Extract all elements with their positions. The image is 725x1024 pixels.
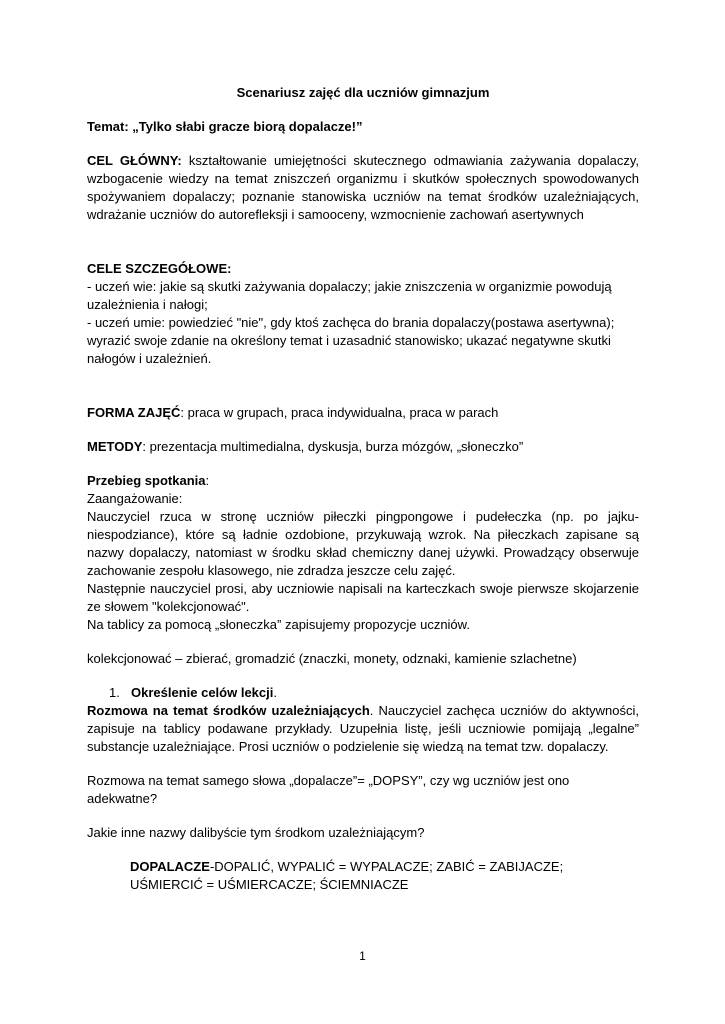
numbered-item-content bbox=[131, 684, 277, 702]
engagement-paragraph: Nauczyciel rzuca w stronę uczniów piłeczki pingpongowe i pudełeczka (np. po jajku-niespodziance), które są ładnie ozdobione, przykuwają wzrok. Na piłeczkach zapisane są nazwy dopalaczy, natomiast w środku skład chemiczny danej używki. Prowadzący obserwuje zachowanie zespołu klasowego, nie zdradza jeszcze celu zajęć. bbox=[87, 509, 639, 578]
dopalacze-bold: DOPALACZE bbox=[130, 859, 210, 874]
numbered-item-text: Określenie celów lekcji bbox=[131, 685, 274, 700]
collect-definition: kolekcjonować – zbierać, gromadzić (znaczki, monety, odznaki, kamienie szlachetne) bbox=[87, 651, 577, 666]
meeting-course-colon: : bbox=[205, 473, 210, 488]
discussion-text: . Nauczyciel zachęca uczniów do aktywności, zapisuje na tablicy podawane przykłady. Uzupełnia listę, jeśli uczniowie pomijają „legalne” substancje uzależniające. Prosi uczniów o podzielenie się wiedzą na temat tzw. dopalaczy. bbox=[87, 703, 639, 754]
specific-goals-section bbox=[87, 260, 639, 368]
main-goal-label: CEL GŁÓWNY: bbox=[87, 153, 182, 168]
engagement-label: Zaangażowanie: bbox=[87, 491, 183, 506]
main-goal-text: kształtowanie umiejętności skutecznego odmawiania zażywania dopalaczy, wzbogacenie wiedzy na temat zniszczeń organizmu i skutków społecznych spowodowanych spożywaniem dopalaczy; poznanie stanowiska uczniów na temat środków uzależniających, wdrażanie uczniów do autorefleksji i samooceny, wzmocnienie zachowań asertywnych bbox=[87, 153, 639, 222]
specific-goal-knows: - uczeń wie: jakie są skutki zażywania dopalaczy; jakie zniszczenia w organizmie powodują uzależnienia i nałogi; bbox=[87, 279, 612, 312]
form-text: : praca w grupach, praca indywidualna, praca w parach bbox=[180, 405, 499, 420]
methods-paragraph bbox=[87, 438, 639, 456]
discussion-label: Rozmowa na temat środków uzależniających bbox=[87, 703, 370, 718]
specific-goal-can: - uczeń umie: powiedzieć "nie", gdy ktoś zachęca do brania dopalaczy(postawa asertywna); wyrazić swoje zdanie na określony temat i uzasadnić stanowisko; ukazać negatywne skutki nałogów i uzależnień. bbox=[87, 315, 615, 366]
numbered-item-number: 1. bbox=[109, 685, 120, 700]
document-title: Scenariusz zajęć dla uczniów gimnazjum bbox=[236, 85, 490, 100]
methods-label: METODY bbox=[87, 439, 143, 454]
discussion-paragraph bbox=[87, 702, 639, 756]
document-body bbox=[87, 84, 639, 894]
word-discussion-paragraph: Rozmowa na temat samego słowa „dopalacze”= „DOPSY”, czy wg uczniów jest ono adekwatne? bbox=[87, 773, 570, 806]
methods-text: : prezentacja multimedialna, dyskusja, burza mózgów, „słoneczko” bbox=[142, 439, 524, 454]
sun-method-paragraph: Na tablicy za pomocą „słoneczka” zapisujemy propozycje uczniów. bbox=[87, 617, 470, 632]
dopalacze-text: -DOPALIĆ, WYPALIĆ = WYPALACZE; ZABIĆ = ZABIJACZE; UŚMIERCIĆ = UŚMIERCACZE; ŚCIEMNIACZE bbox=[130, 859, 564, 892]
form-paragraph bbox=[87, 404, 639, 422]
specific-goals-label: CELE SZCZEGÓŁOWE: bbox=[87, 261, 232, 276]
numbered-item-dot: . bbox=[273, 685, 277, 700]
other-names-question: Jakie inne nazwy dalibyście tym środkom uzależniającym? bbox=[87, 825, 425, 840]
meeting-course-heading bbox=[87, 472, 639, 490]
main-goal-paragraph bbox=[87, 152, 639, 224]
meeting-course-section bbox=[87, 472, 639, 634]
next-step-paragraph: Następnie nauczyciel prosi, aby uczniowie napisali na karteczkach swoje pierwsze skojarzenie ze słowem "kolekcjonować". bbox=[87, 581, 639, 614]
dopalacze-wordplay bbox=[130, 858, 639, 894]
topic-line: Temat: „Tylko słabi gracze biorą dopalacze!” bbox=[87, 119, 363, 134]
numbered-item-1 bbox=[109, 684, 639, 702]
form-label: FORMA ZAJĘĆ bbox=[87, 405, 181, 420]
page-number: 1 bbox=[359, 949, 366, 963]
meeting-course-label: Przebieg spotkania bbox=[87, 473, 206, 488]
